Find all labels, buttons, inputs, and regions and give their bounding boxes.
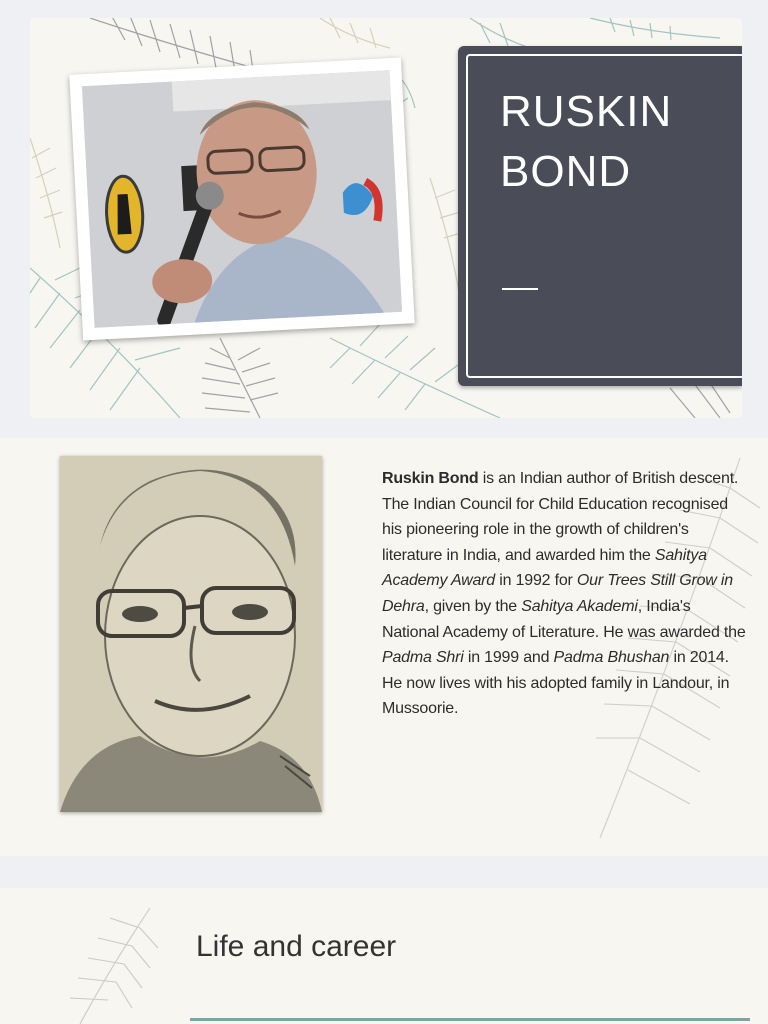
biography-text: Ruskin Bond is an Indian author of British descent. The Indian Council for Child Education recognised his pioneering role in the growth of children's literature in India, and awarded him the Sahitya Academy Award in 1992 for Our Trees Still Grow in Dehra, given by the Sahitya Akademi, India's National Academy of Literature. He was awarded the Padma Shri in 1999 and Padma Bhushan in 2014. He now lives with his adopted family in Landour, in Mussoorie.	[382, 470, 746, 718]
author-photo	[82, 70, 402, 328]
heading-accent-bar	[190, 1018, 750, 1021]
author-sketch-portrait	[60, 456, 322, 812]
author-name: Ruskin Bond	[382, 470, 479, 487]
biography-slide[interactable]	[0, 438, 768, 856]
slide-title-line2: BOND	[500, 147, 632, 196]
slide-title	[500, 82, 730, 202]
section-heading: Life and career	[196, 930, 397, 963]
slide-title-line1: RUSKIN	[500, 87, 673, 136]
life-and-career-slide[interactable]	[0, 888, 768, 1024]
award-padma-bhushan: Padma Bhushan	[553, 649, 670, 667]
award-padma-shri: Padma Shri	[382, 649, 464, 667]
book-title: Our Trees Still Grow in Dehra	[382, 572, 733, 615]
title-slide[interactable]	[30, 18, 742, 418]
title-dash	[502, 288, 538, 290]
award-sahitya: Sahitya Academy Award	[382, 546, 707, 590]
sahitya-akademi: Sahitya Akademi	[521, 597, 638, 615]
author-photo-frame	[69, 57, 414, 340]
title-panel-border	[466, 54, 742, 378]
title-panel	[458, 46, 742, 386]
